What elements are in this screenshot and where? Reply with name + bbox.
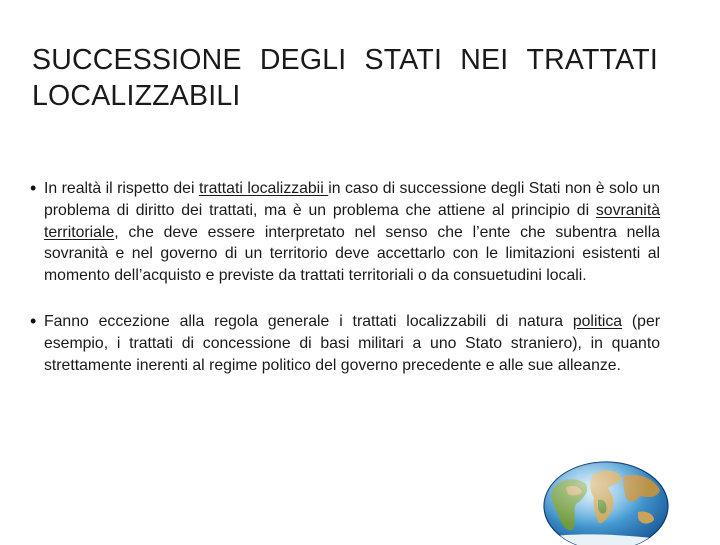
title-word: TRATTATI — [526, 44, 658, 76]
bullet-list — [32, 178, 660, 400]
title-line-1 — [32, 42, 658, 78]
text-run: In realtà il rispetto dei — [44, 180, 199, 197]
bullet-item — [32, 311, 660, 376]
bullet-item — [32, 178, 660, 287]
underlined-term: politica — [572, 312, 623, 330]
slide-title — [32, 42, 658, 114]
bullet-marker: • — [30, 178, 37, 198]
text-run: in caso di successione degli Stati non è solo un problema di diritto dei trattati, ma è un problema che attiene al principio di — [44, 180, 660, 219]
text-run: , che deve essere interpretato nel senso che l’ente che subentra nella sovranità e nel governo di un territorio deve accettarlo con le limitazioni esistenti al momento dell’acquisto e previste da trattati territoriali o da consuetudini locali. — [44, 223, 660, 285]
title-word: SUCCESSIONE — [32, 44, 242, 76]
title-line-2: LOCALIZZABILI — [32, 80, 241, 112]
underlined-term: trattati localizzabii — [198, 180, 329, 197]
title-word: STATI — [364, 44, 443, 76]
text-run: (per esempio, i trattati di concessione di basi militari a uno Stato straniero), in quanto strettamente inerenti al regime politico del governo precedente e alle sue alleanze. — [44, 312, 660, 374]
underlined-term: sovranità territoriale — [44, 201, 660, 241]
globe-icon — [542, 460, 670, 545]
bullet-marker: • — [30, 310, 37, 331]
title-word: NEI — [460, 44, 509, 76]
text-run: Fanno eccezione alla regola generale i trattati localizzabili di natura — [44, 312, 573, 330]
bullet-text — [44, 311, 660, 376]
bullet-text — [44, 178, 660, 287]
title-word: DEGLI — [259, 44, 347, 76]
